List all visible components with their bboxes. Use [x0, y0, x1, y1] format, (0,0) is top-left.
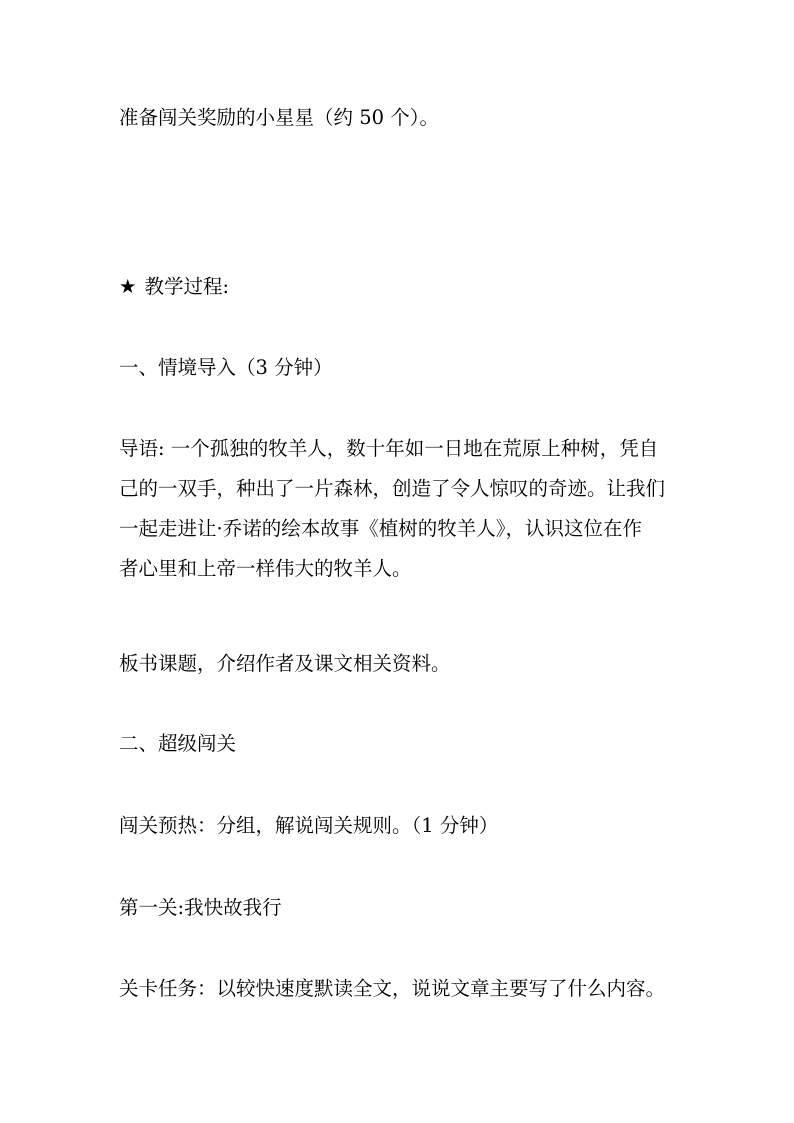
intro-line-3: 一起走进让·乔诺的绘本故事《植树的牧羊人》，认识这位在作 [119, 517, 642, 540]
section-1-heading: 一、情境导入（3 分钟） [119, 356, 333, 379]
intro-line-1: 导语: 一个孤独的牧羊人，数十年如一日地在荒原上种树，凭自 [119, 437, 659, 460]
intro-paragraph [119, 429, 679, 589]
process-heading [119, 275, 679, 299]
section-2-heading: 二、超级闯关 [119, 732, 237, 755]
prep-line: 准备闯关奖励的小星星（约 50 个）。 [119, 106, 439, 129]
warmup-line: 闯关预热：分组，解说闯关规则。（1 分钟） [119, 814, 499, 837]
board-line: 板书课题，介绍作者及课文相关资料。 [119, 652, 451, 675]
level-1-heading: 第一关:我快故我行 [119, 896, 282, 919]
task-line: 关卡任务：以较快速度默读全文，说说文章主要写了什么内容。 [119, 977, 666, 1000]
star-icon: ★ [119, 275, 137, 298]
process-heading-label: 教学过程: [144, 275, 230, 298]
intro-line-2: 己的一双手，种出了一片森林，创造了令人惊叹的奇迹。让我们 [119, 477, 666, 500]
intro-line-4: 者心里和上帝一样伟大的牧羊人。 [119, 557, 412, 580]
